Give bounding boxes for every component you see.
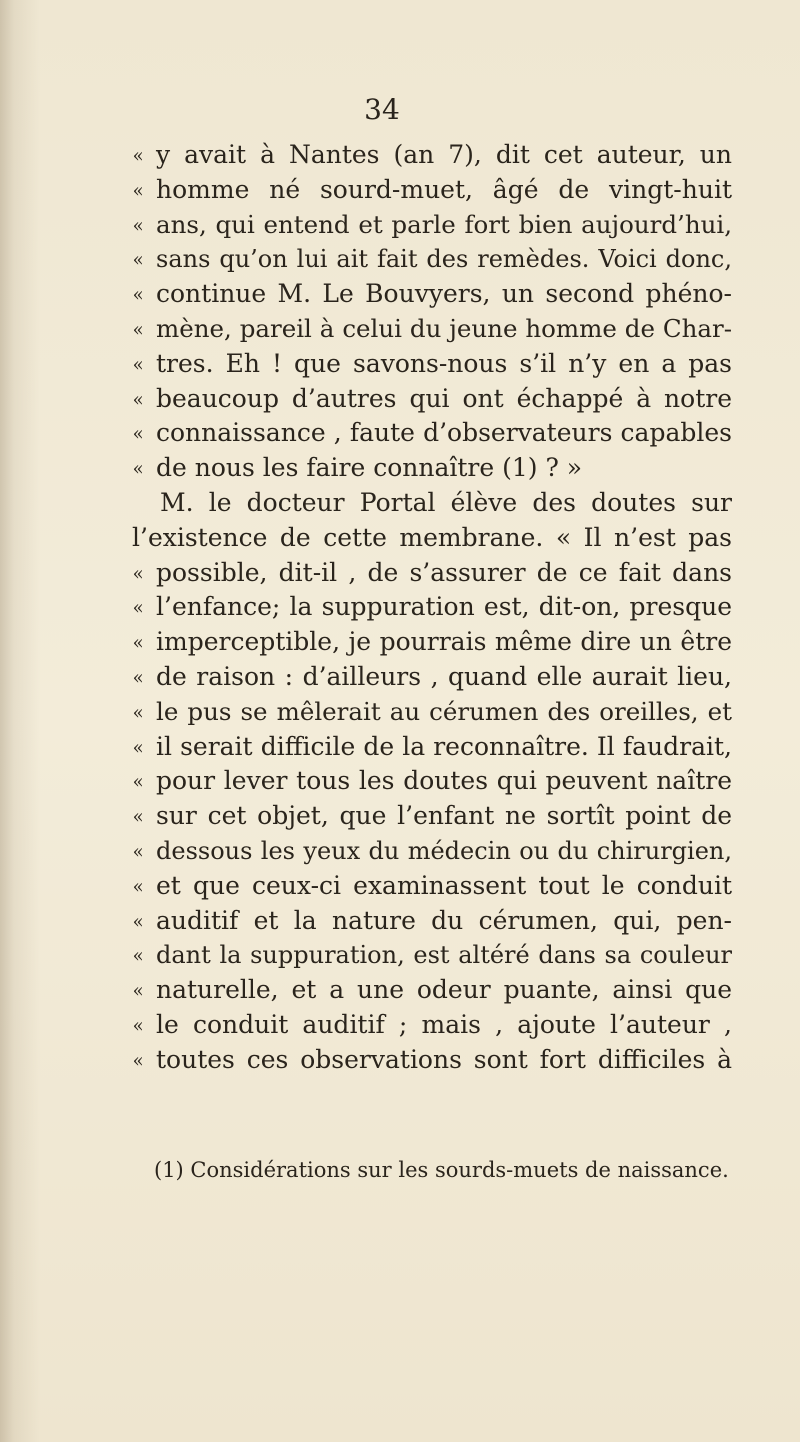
text-line: « mène, pareil à celui du jeune homme de Char-: [132, 312, 732, 347]
text-line: « tres. Eh ! que savons-nous s’il n’y en a pas: [132, 347, 732, 382]
footnote: (1) Considérations sur les sourds-muets de naissance.: [154, 1158, 729, 1182]
text-line: « il serait difficile de la reconnaître. Il faudrait,: [132, 730, 732, 765]
page-number: 34: [364, 93, 400, 126]
text-line: « ans, qui entend et parle fort bien aujourd’hui,: [132, 208, 732, 243]
text-line: « et que ceux-ci examinassent tout le conduit: [132, 869, 732, 904]
text-line: « le conduit auditif ; mais , ajoute l’auteur ,: [132, 1008, 732, 1043]
text-line: « naturelle, et a une odeur puante, ainsi que: [132, 973, 732, 1008]
body-text: [132, 138, 732, 1078]
text-line: « le pus se mêlerait au cérumen des oreilles, et: [132, 695, 732, 730]
text-line: « homme né sourd-muet, âgé de vingt-huit: [132, 173, 732, 208]
text-line: « sans qu’on lui ait fait des remèdes. Voici donc,: [132, 242, 732, 277]
text-line: « de nous les faire connaître (1) ? »: [132, 451, 732, 486]
text-line: « continue M. Le Bouvyers, un second phéno-: [132, 277, 732, 312]
text-line: « y avait à Nantes (an 7), dit cet auteur, un: [132, 138, 732, 173]
text-line: l’existence de cette membrane. « Il n’est pas: [132, 522, 732, 552]
text-line: « toutes ces observations sont fort difficiles à: [132, 1043, 732, 1078]
text-line: « beaucoup d’autres qui ont échappé à notre: [132, 382, 732, 417]
text-line: « pour lever tous les doutes qui peuvent naître: [132, 764, 732, 799]
text-line: « sur cet objet, que l’enfant ne sortît point de: [132, 799, 732, 834]
text-line: « dessous les yeux du médecin ou du chirurgien,: [132, 834, 732, 869]
text-line: M. le docteur Portal élève des doutes sur: [160, 487, 732, 517]
text-line: « imperceptible, je pourrais même dire un être: [132, 625, 732, 660]
text-line: « de raison : d’ailleurs , quand elle aurait lieu,: [132, 660, 732, 695]
text-line: « connaissance , faute d’observateurs capables: [132, 416, 732, 451]
text-line: « l’enfance; la suppuration est, dit-on, presque: [132, 590, 732, 625]
text-line: « dant la suppuration, est altéré dans sa couleur: [132, 938, 732, 973]
text-line: « possible, dit-il , de s’assurer de ce fait dans: [132, 556, 732, 591]
text-line: « auditif et la nature du cérumen, qui, pen-: [132, 904, 732, 939]
